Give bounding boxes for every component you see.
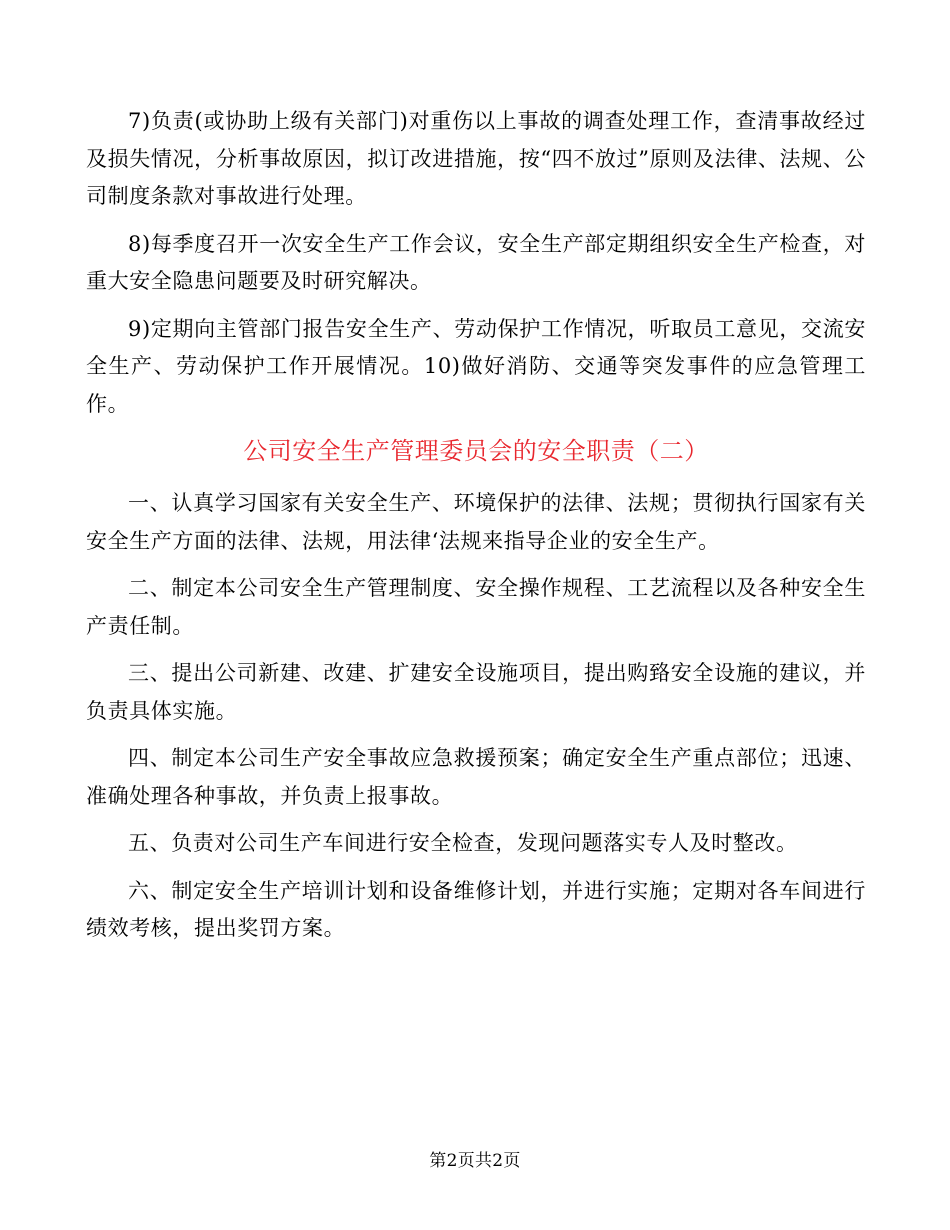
paragraph-duty-1: 一、认真学习国家有关安全生产、环境保护的法律、法规；贯彻执行国家有关安全生产方面的法律、法规，用法律‘法规来指导企业的安全生产。 xyxy=(86,491,866,553)
page-number-footer: 第2页共2页 xyxy=(429,1151,521,1171)
paragraph-item-7: 7)负责(或协助上级有关部门)对重伤以上事故的调查处理工作，查清事故经过及损失情况，分析事故原因，拟订改进措施，按“四不放过”原则及法律、法规、公司制度条款对事故进行处理。 xyxy=(86,109,866,208)
paragraph-duty-4: 四、制定本公司生产安全事故应急救援预案；确定安全生产重点部位；迅速、准确处理各种事故，并负责上报事故。 xyxy=(86,746,866,808)
section-title: 公司安全生产管理委员会的安全职责（二） xyxy=(243,437,709,465)
paragraph-duty-3: 三、提出公司新建、改建、扩建安全设施项目，提出购臵安全设施的建议，并负责具体实施。 xyxy=(86,661,866,723)
paragraph-duty-6: 六、制定安全生产培训计划和设备维修计划，并进行实施；定期对各车间进行绩效考核，提出奖罚方案。 xyxy=(86,878,866,940)
paragraph-duty-2: 二、制定本公司安全生产管理制度、安全操作规程、工艺流程以及各种安全生产责任制。 xyxy=(86,576,866,638)
document-page xyxy=(86,103,866,958)
paragraph-item-9-10: 9)定期向主管部门报告安全生产、劳动保护工作情况，听取员工意见，交流安全生产、劳动保护工作开展情况。10)做好消防、交通等突发事件的应急管理工作。 xyxy=(86,316,866,416)
paragraph-item-8: 8)每季度召开一次安全生产工作会议，安全生产部定期组织安全生产检查，对重大安全隐患问题要及时研究解决。 xyxy=(86,231,866,293)
paragraph-duty-5: 五、负责对公司生产车间进行安全检查，发现问题落实专人及时整改。 xyxy=(128,831,798,855)
